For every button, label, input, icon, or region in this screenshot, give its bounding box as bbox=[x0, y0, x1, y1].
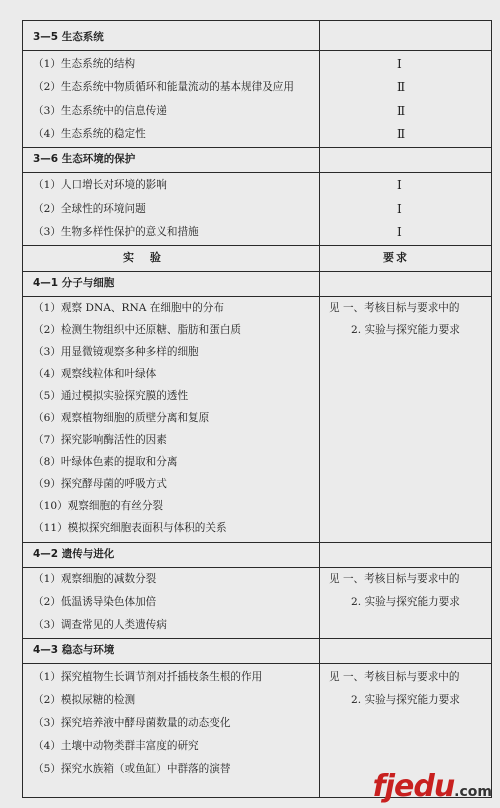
section-4-1-title: 4—1 分子与细胞 bbox=[33, 277, 115, 289]
divider bbox=[23, 147, 491, 148]
section-3-5-title: 3—5 生态系统 bbox=[33, 31, 104, 43]
item-text: （3）生物多样性保护的意义和措施 bbox=[33, 226, 199, 238]
header-requirement: 要求 bbox=[383, 251, 409, 264]
item-text: （1）观察细胞的减数分裂 bbox=[33, 573, 157, 585]
section-4-3-title: 4—3 稳态与环境 bbox=[33, 644, 115, 656]
item-text: （11）模拟探究细胞表面积与体积的关系 bbox=[33, 522, 227, 534]
requirement-line-1: 见 一、考核目标与要求中的 bbox=[329, 573, 460, 585]
item-text: （2）低温诱导染色体加倍 bbox=[33, 596, 157, 608]
item-text: （2）生态系统中物质循环和能量流动的基本规律及应用 bbox=[33, 81, 294, 93]
item-text: （2）全球性的环境问题 bbox=[33, 203, 146, 215]
header-experiment: 实 验 bbox=[123, 251, 167, 264]
divider bbox=[23, 245, 491, 246]
section-3-6-title: 3—6 生态环境的保护 bbox=[33, 153, 136, 165]
watermark-suffix: .com bbox=[454, 784, 492, 800]
item-text: （1）生态系统的结构 bbox=[33, 58, 136, 70]
item-text: （4）土壤中动物类群丰富度的研究 bbox=[33, 740, 199, 752]
item-level: Ⅰ bbox=[397, 57, 402, 71]
item-text: （1）观察 DNA、RNA 在细胞中的分布 bbox=[33, 302, 224, 314]
item-text: （2）模拟尿糖的检测 bbox=[33, 694, 136, 706]
section-4-2-title: 4—2 遗传与进化 bbox=[33, 548, 115, 560]
item-text: （6）观察植物细胞的质壁分离和复原 bbox=[33, 412, 210, 424]
watermark-brand: fjedu bbox=[372, 769, 455, 804]
item-text: （3）用显微镜观察多种多样的细胞 bbox=[33, 346, 199, 358]
site-watermark bbox=[373, 769, 492, 804]
requirement-line-2: 2. 实验与探究能力要求 bbox=[351, 596, 460, 608]
item-level: Ⅱ bbox=[397, 80, 406, 94]
item-level: Ⅰ bbox=[397, 225, 402, 239]
divider bbox=[23, 271, 491, 272]
item-text: （3）生态系统中的信息传递 bbox=[33, 105, 167, 117]
divider bbox=[23, 567, 491, 568]
divider bbox=[23, 50, 491, 51]
divider bbox=[23, 663, 491, 664]
item-text: （1）探究植物生长调节剂对扦插枝条生根的作用 bbox=[33, 671, 263, 683]
column-divider bbox=[319, 21, 320, 797]
requirement-line-2: 2. 实验与探究能力要求 bbox=[351, 694, 460, 706]
item-text: （4）生态系统的稳定性 bbox=[33, 128, 146, 140]
item-text: （1）人口增长对环境的影响 bbox=[33, 179, 167, 191]
item-text: （3）探究培养液中酵母菌数量的动态变化 bbox=[33, 717, 231, 729]
divider bbox=[23, 542, 491, 543]
item-level: Ⅱ bbox=[397, 127, 406, 141]
item-level: Ⅰ bbox=[397, 178, 402, 192]
item-text: （5）通过模拟实验探究膜的透性 bbox=[33, 390, 189, 402]
divider bbox=[23, 638, 491, 639]
divider bbox=[23, 172, 491, 173]
item-text: （10）观察细胞的有丝分裂 bbox=[33, 500, 164, 512]
item-text: （3）调查常见的人类遗传病 bbox=[33, 619, 167, 631]
requirement-line-1: 见 一、考核目标与要求中的 bbox=[329, 302, 460, 314]
item-text: （4）观察线粒体和叶绿体 bbox=[33, 368, 157, 380]
item-text: （7）探究影响酶活性的因素 bbox=[33, 434, 167, 446]
item-text: （8）叶绿体色素的提取和分离 bbox=[33, 456, 178, 468]
item-level: Ⅰ bbox=[397, 202, 402, 216]
item-text: （5）探究水族箱（或鱼缸）中群落的演替 bbox=[33, 763, 231, 775]
item-text: （9）探究酵母菌的呼吸方式 bbox=[33, 478, 167, 490]
requirement-line-2: 2. 实验与探究能力要求 bbox=[351, 324, 460, 336]
item-level: Ⅱ bbox=[397, 104, 406, 118]
requirement-line-1: 见 一、考核目标与要求中的 bbox=[329, 671, 460, 683]
item-text: （2）检测生物组织中还原糖、脂肪和蛋白质 bbox=[33, 324, 242, 336]
divider bbox=[23, 296, 491, 297]
document-table bbox=[22, 20, 492, 798]
